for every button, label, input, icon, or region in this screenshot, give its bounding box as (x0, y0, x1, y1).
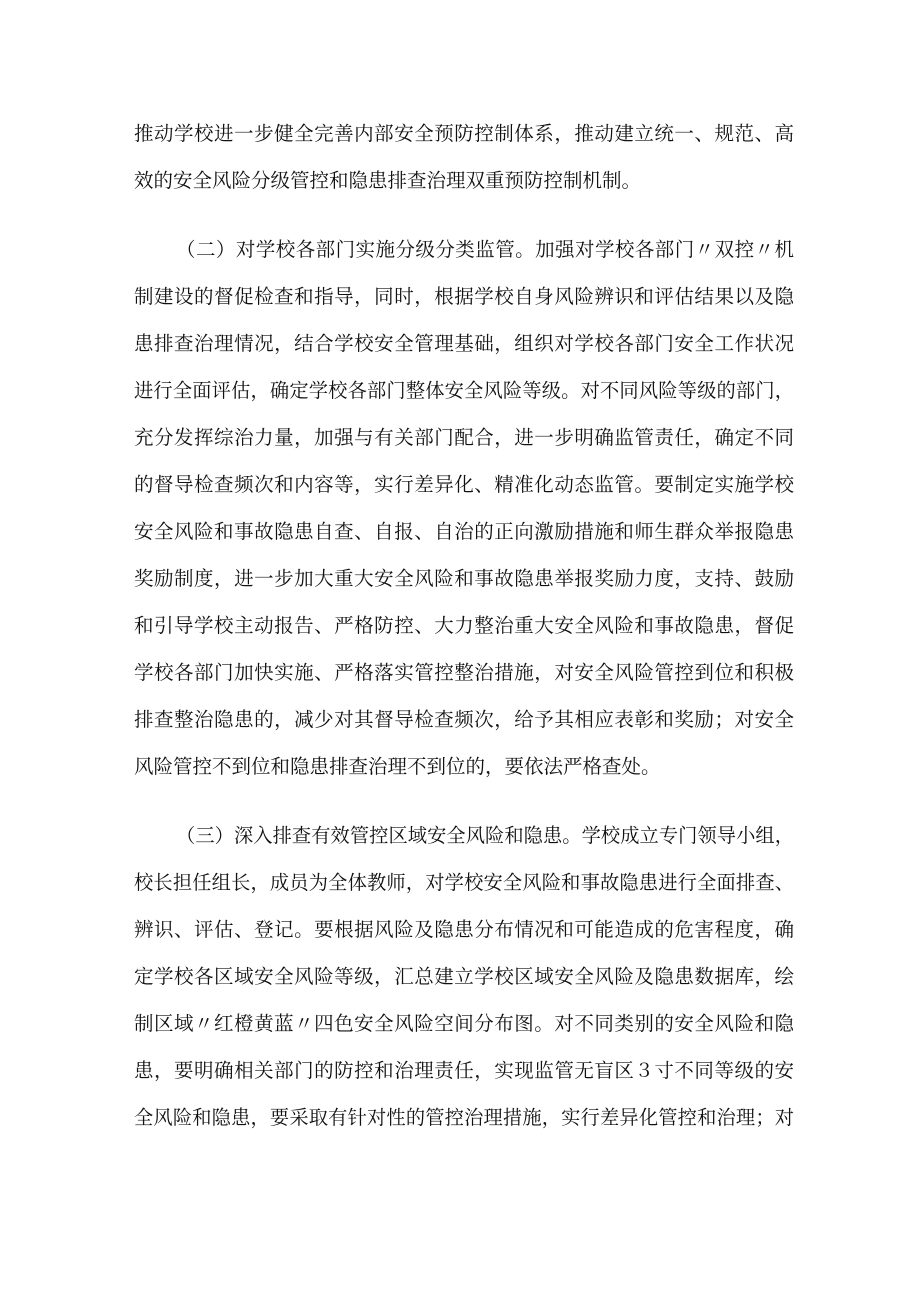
paragraph-2-line-8: 奖励制度，进一步加大重大安全风险和事故隐患举报奖励力度，支持、鼓励 (134, 567, 794, 590)
paragraph-2-line-7: 安全风险和事故隐患自查、自报、自治的正向激励措施和师生群众举报隐患 (134, 520, 794, 543)
paragraph-3-line-1: （三）深入排查有效管控区域安全风险和隐患。学校成立专门领导小组， (176, 824, 794, 847)
paragraph-3-line-7: 全风险和隐患，要采取有针对性的管控治理措施，实行差异化管控和治理；对 (134, 1106, 794, 1129)
paragraph-3-line-3: 辨识、评估、登记。要根据风险及隐患分布情况和可能造成的危害程度，确 (134, 918, 794, 941)
paragraph-2-line-3: 患排查治理情况，结合学校安全管理基础，组织对学校各部门安全工作状况 (134, 332, 794, 355)
paragraph-2-line-9: 和引导学校主动报告、严格防控、大力整治重大安全风险和事故隐患，督促 (134, 614, 794, 637)
paragraph-1-line-1: 推动学校进一步健全完善内部安全预防控制体系，推动建立统一、规范、高 (134, 122, 794, 145)
paragraph-2-line-2: 制建设的督促检查和指导，同时，根据学校自身风险辨识和评估结果以及隐 (134, 285, 794, 308)
paragraph-2-line-6: 的督导检查频次和内容等，实行差异化、精准化动态监管。要制定实施学校 (134, 473, 794, 496)
paragraph-3-line-6: 患，要明确相关部门的防控和治理责任，实现监管无盲区３寸不同等级的安 (134, 1059, 794, 1082)
paragraph-2-line-10: 学校各部门加快实施、严格落实管控整治措施，对安全风险管控到位和积极 (134, 661, 794, 684)
paragraph-3-line-2: 校长担任组长，成员为全体教师，对学校安全风险和事故隐患进行全面排查、 (134, 871, 794, 894)
paragraph-3-line-5: 制区域〃红橙黄蓝〃四色安全风险空间分布图。对不同类别的安全风险和隐 (134, 1012, 794, 1035)
paragraph-1-line-2: 效的安全风险分级管控和隐患排查治理双重预防控制机制。 (134, 169, 642, 192)
paragraph-2-line-1: （二）对学校各部门实施分级分类监管。加强对学校各部门〃双控〃机 (176, 238, 794, 261)
paragraph-2-line-12: 风险管控不到位和隐患排查治理不到位的，要依法严格查处。 (134, 755, 661, 778)
paragraph-2-line-5: 充分发挥综治力量，加强与有关部门配合，进一步明确监管责任，确定不同 (134, 426, 794, 449)
paragraph-2-line-11: 排查整治隐患的，减少对其督导检查频次，给予其相应表彰和奖励；对安全 (134, 708, 794, 731)
paragraph-2-line-4: 进行全面评估，确定学校各部门整体安全风险等级。对不同风险等级的部门， (134, 379, 794, 402)
paragraph-3-line-4: 定学校各区域安全风险等级，汇总建立学校区域安全风险及隐患数据库，绘 (134, 965, 794, 988)
